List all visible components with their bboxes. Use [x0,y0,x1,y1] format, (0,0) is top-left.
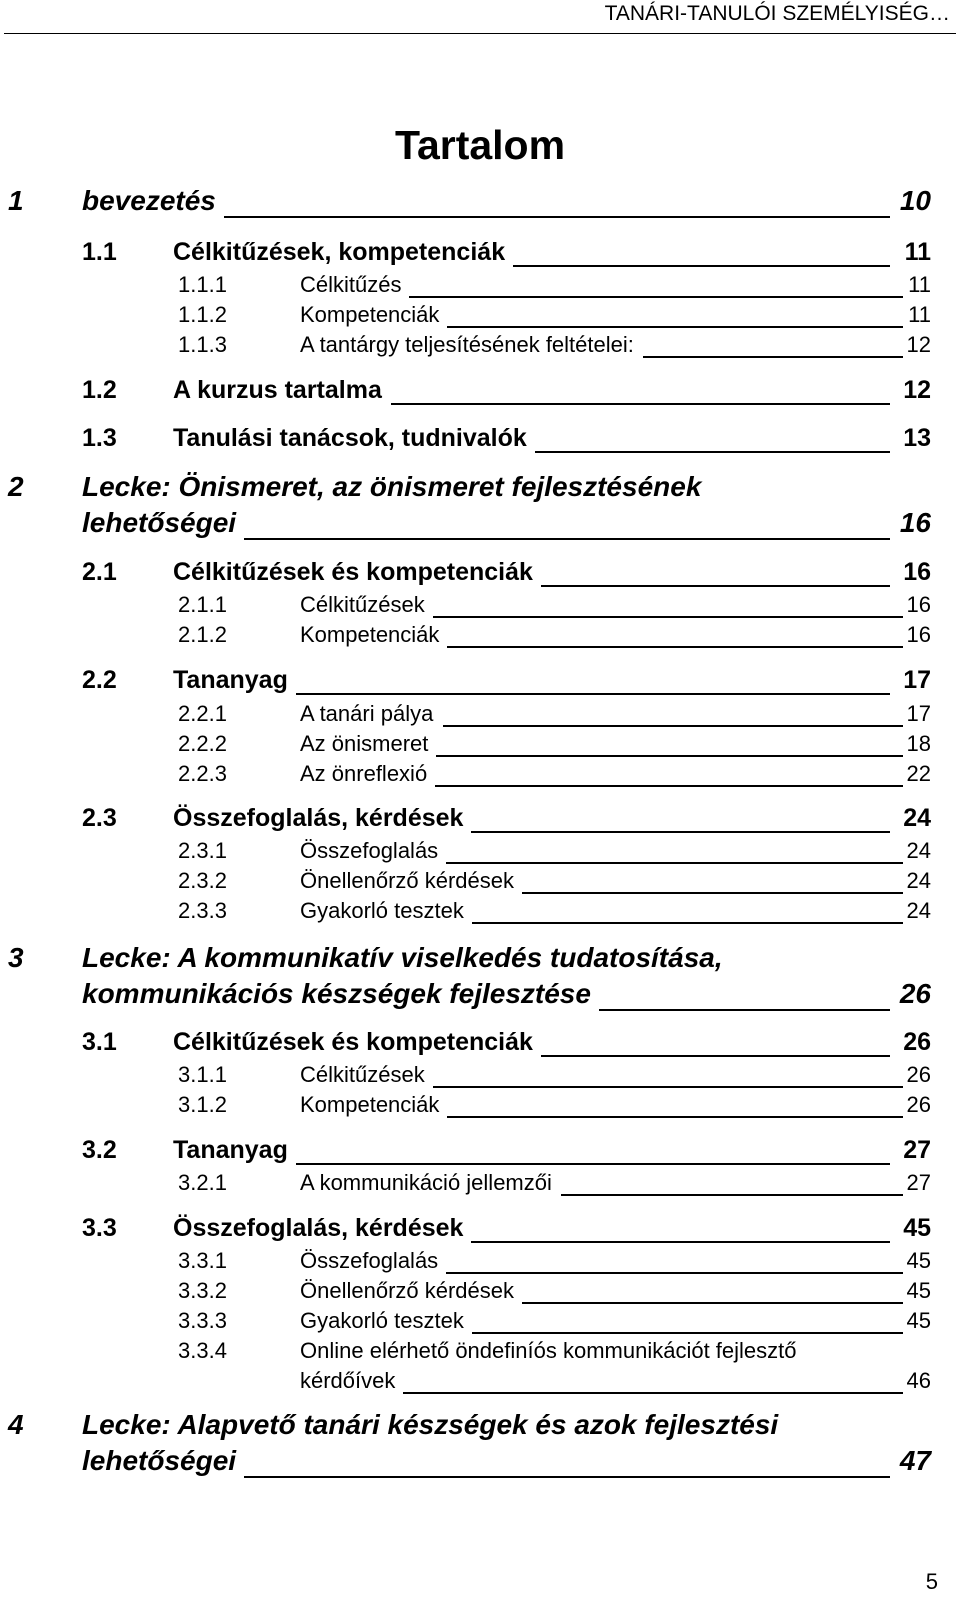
toc-leader-line [447,646,903,648]
toc-page-number: 16 [906,622,931,647]
toc-page-number: 45 [906,1308,931,1333]
toc-page-number: 11 [904,238,931,266]
toc-page-number: 18 [906,731,931,756]
toc-entry-title: Összefoglalás [300,1248,439,1273]
toc-page-number: 12 [903,376,931,404]
toc-leader-line [447,1116,903,1118]
toc-entry-number: 1 [8,185,24,216]
toc-entry-title: Gyakorló tesztek [300,898,464,923]
toc-leader-line [471,831,890,833]
toc-entry-number: 2 [8,471,24,502]
toc-entry-title: Célkitűzések, kompetenciák [173,238,506,266]
toc-entry-title: Gyakorló tesztek [300,1308,464,1333]
toc-entry-number: 2.3 [82,804,117,832]
toc-entry-title: lehetőségei [82,507,237,538]
running-header: TANÁRI-TANULÓI SZEMÉLYISÉG… [604,2,950,25]
toc-page-number: 16 [903,558,931,586]
toc-title: Tartalom [394,122,566,168]
toc-entry-title: A tantárgy teljesítésének feltételei: [300,332,634,357]
toc-leader-line [435,785,903,787]
toc-entry-number: 1.1.2 [178,302,227,327]
toc-page-number: 22 [906,761,931,786]
toc-entry-title: A kurzus tartalma [173,376,382,404]
toc-entry-title: Online elérhető öndefiníós kommunikációt fejlesztő [300,1338,797,1363]
toc-leader-line [244,538,890,540]
toc-entry-number: 2.3.3 [178,898,227,923]
toc-entry-number: 2.3.1 [178,838,227,863]
toc-page-number: 16 [906,592,931,617]
toc-page-number: 46 [906,1368,931,1393]
toc-leader-line [433,616,903,618]
toc-page-number: 11 [908,302,931,327]
toc-entry-number: 2.2.3 [178,761,227,786]
toc-entry-number: 3.3.3 [178,1308,227,1333]
toc-entry-number: 1.1.1 [178,272,227,297]
toc-leader-line [599,1009,890,1011]
toc-page-number: 24 [903,804,931,832]
toc-page-number: 10 [899,185,931,216]
toc-leader-line [535,451,890,453]
page-number: 5 [925,1569,938,1594]
toc-page-number: 16 [899,507,931,538]
toc-entry-title: bevezetés [82,185,216,216]
toc-leader-line [561,1194,903,1196]
toc-leader-line [513,265,890,267]
toc-leader-line [296,693,890,695]
toc-leader-line [244,1476,890,1478]
toc-entry-number: 1.3 [82,424,117,452]
toc-leader-line [391,403,890,405]
toc-entry-number: 4 [8,1409,24,1440]
toc-page-number: 24 [906,898,931,923]
toc-page-number: 17 [906,701,931,726]
toc-leader-line [224,216,890,218]
toc-leader-line [446,862,903,864]
toc-page-number: 24 [906,868,931,893]
toc-entry-title: kérdőívek [300,1368,396,1393]
toc-entry-number: 3 [8,942,24,973]
toc-entry-title: Lecke: Önismeret, az önismeret fejlesztésének [82,471,702,502]
toc-page-number: 26 [899,978,931,1009]
toc-leader-line [472,922,903,924]
toc-page-number: 26 [903,1028,931,1056]
toc-page-number: 13 [903,424,931,452]
toc-entry-title: Kompetenciák [300,302,440,327]
toc-entry-number: 3.3.4 [178,1338,227,1363]
toc-entry-number: 1.2 [82,376,117,404]
toc-entry-number: 3.1 [82,1028,117,1056]
toc-entry-title: Célkitűzések és kompetenciák [173,1028,533,1056]
toc-entry-title: Tanulási tanácsok, tudnivalók [173,424,527,452]
toc-entry-title: kommunikációs készségek fejlesztése [82,978,591,1009]
toc-entry-title: Lecke: A kommunikatív viselkedés tudatosítása, [82,942,723,973]
toc-entry-number: 3.2.1 [178,1170,227,1195]
toc-entry-title: Kompetenciák [300,622,440,647]
toc-entry-number: 1.1.3 [178,332,227,357]
toc-leader-line [541,1055,890,1057]
toc-entry-number: 1.1 [82,238,117,266]
toc-leader-line [409,296,903,298]
toc-entry-number: 2.1 [82,558,117,586]
toc-leader-line [471,1241,890,1243]
toc-leader-line [472,1332,903,1334]
toc-page-number: 45 [906,1248,931,1273]
toc-page-number: 27 [906,1170,931,1195]
toc-entry-number: 2.2 [82,666,117,694]
toc-entry-title: Összefoglalás, kérdések [173,804,464,832]
toc-entry-title: Összefoglalás, kérdések [173,1214,464,1242]
toc-entry-number: 3.1.2 [178,1092,227,1117]
toc-entry-number: 3.3.1 [178,1248,227,1273]
toc-leader-line [296,1163,890,1165]
toc-page-number: 12 [906,332,931,357]
toc-entry-title: Célkitűzések [300,1062,425,1087]
toc-entry-title: Kompetenciák [300,1092,440,1117]
toc-leader-line [447,326,903,328]
toc-entry-number: 3.3 [82,1214,117,1242]
toc-entry-number: 2.2.2 [178,731,227,756]
toc-entry-title: Az önismeret [300,731,429,756]
toc-page-number: 45 [903,1214,931,1242]
toc-leader-line [522,892,903,894]
toc-page-number: 45 [906,1278,931,1303]
toc-leader-line [446,1272,903,1274]
toc-entry-title: Tananyag [173,1136,288,1164]
toc-entry-number: 2.1.2 [178,622,227,647]
toc-entry-title: Célkitűzések [300,592,425,617]
toc-page-number: 27 [903,1136,931,1164]
toc-entry-title: Tananyag [173,666,288,694]
toc-entry-title: Lecke: Alapvető tanári készségek és azok fejlesztési [82,1409,779,1440]
toc-leader-line [436,755,903,757]
toc-leader-line [522,1302,903,1304]
toc-entry-title: lehetőségei [82,1445,237,1476]
toc-entry-title: A tanári pálya [300,701,434,726]
toc-entry-title: A kommunikáció jellemzői [300,1170,552,1195]
toc-entry-number: 2.3.2 [178,868,227,893]
toc-page-number: 26 [906,1062,931,1087]
toc-entry-title: Az önreflexió [300,761,428,786]
toc-page-number: 24 [906,838,931,863]
toc-leader-line [541,585,890,587]
toc-entry-number: 3.1.1 [178,1062,227,1087]
toc-leader-line [643,356,903,358]
toc-entry-title: Önellenőrző kérdések [300,1278,515,1303]
toc-entry-title: Önellenőrző kérdések [300,868,515,893]
toc-entry-number: 3.2 [82,1136,117,1164]
toc-leader-line [433,1086,903,1088]
toc-page-number: 17 [903,666,931,694]
toc-entry-title: Célkitűzések és kompetenciák [173,558,533,586]
toc-entry-number: 2.2.1 [178,701,227,726]
toc-page-number: 47 [899,1445,931,1476]
toc-leader-line [403,1392,903,1394]
toc-page-number: 11 [908,272,931,297]
toc-entry-number: 3.3.2 [178,1278,227,1303]
toc-entry-title: Célkitűzés [300,272,402,297]
toc-entry-number: 2.1.1 [178,592,227,617]
toc-entry-title: Összefoglalás [300,838,439,863]
toc-leader-line [443,725,903,727]
toc-page-number: 26 [906,1092,931,1117]
